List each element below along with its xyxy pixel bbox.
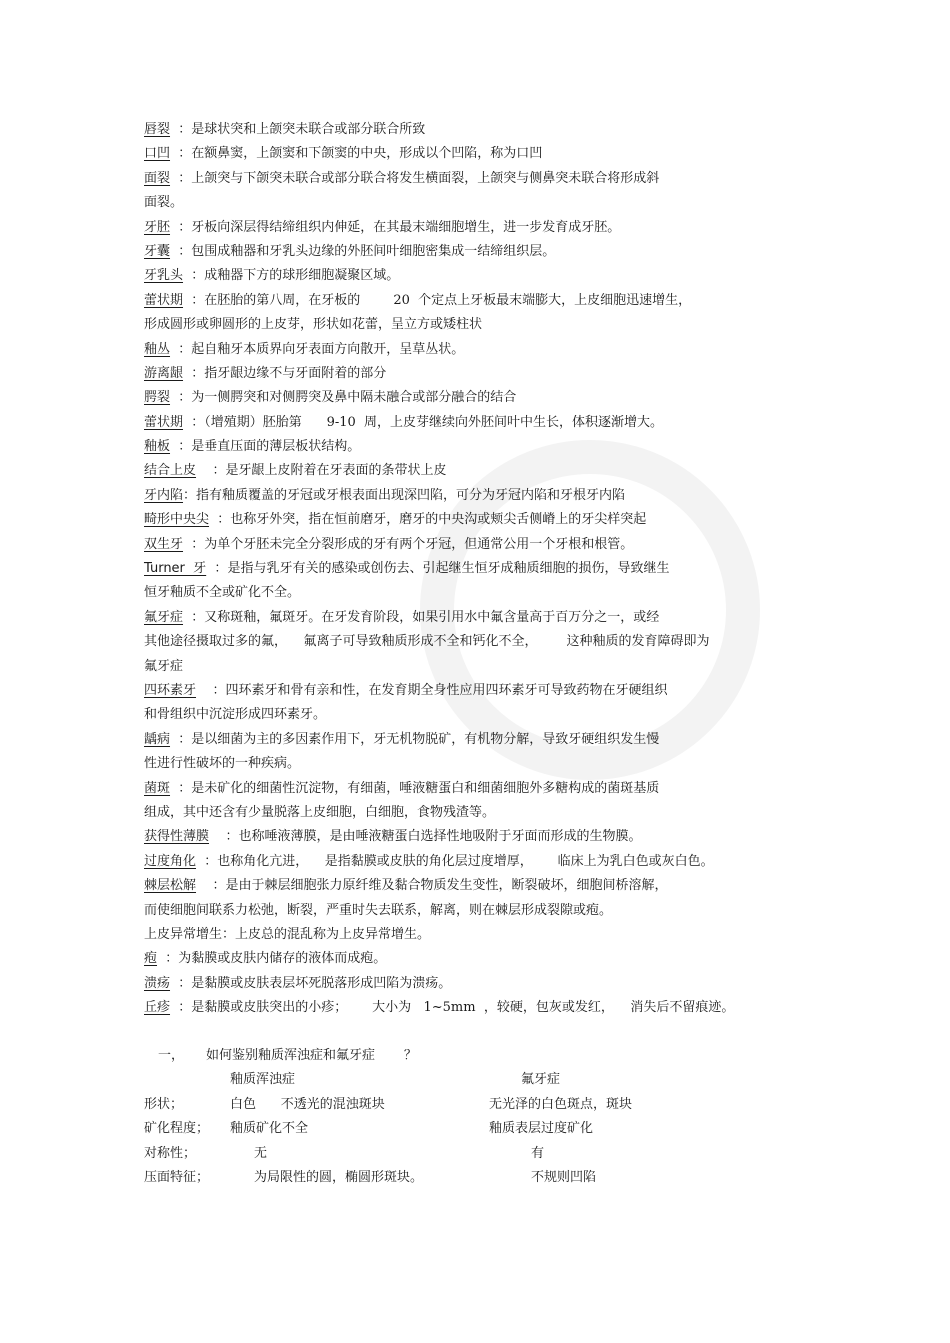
glossary-separator: ：	[170, 219, 192, 235]
glossary-definition: 也称唾液薄膜，是由唾液糖蛋白选择性地吸附于牙面而形成的生物膜。	[238, 829, 642, 845]
glossary-separator: ：	[170, 975, 192, 991]
glossary-term: 腭裂	[144, 390, 171, 406]
glossary-separator: ：	[183, 609, 205, 625]
row-label: 对称性；	[144, 1145, 197, 1161]
glossary-separator: ：	[170, 122, 192, 137]
glossary-list	[144, 118, 844, 1020]
glossary-term: 氟牙症	[144, 609, 184, 625]
cell-enamel-opacity: 釉质矿化不全	[230, 1121, 309, 1137]
glossary-entry	[144, 362, 844, 386]
glossary-entry	[144, 289, 844, 313]
glossary-continuation: 而使细胞间联系力松弛，断裂，严重时失去联系，解离，则在棘层形成裂隙或疱。	[144, 902, 613, 918]
glossary-continuation: 氟牙症	[144, 658, 184, 674]
cell-fluorosis: 不规则凹陷	[531, 1170, 597, 1186]
glossary-separator: ：	[183, 292, 205, 308]
glossary-entry	[144, 557, 844, 581]
glossary-entry	[144, 484, 844, 508]
glossary-entry	[144, 972, 844, 996]
comparison-header	[144, 1068, 844, 1092]
glossary-term: 上皮异常增生	[144, 926, 223, 942]
glossary-term: 获得性薄膜	[144, 829, 210, 845]
document-body	[144, 118, 844, 1190]
glossary-continuation: 组成，其中还含有少量脱落上皮细胞，白细胞，食物残渣等。	[144, 804, 496, 820]
glossary-definition: 为一侧腭突和对侧腭突及鼻中隔未融合或部分融合的结合	[191, 390, 517, 406]
glossary-separator: ：	[196, 853, 218, 869]
row-label: 压面特征；	[144, 1170, 210, 1186]
glossary-definition: 也称牙外突，指在恒前磨牙，磨牙的中央沟或颊尖舌侧嵴上的牙尖样突起	[230, 512, 647, 528]
glossary-separator: ：	[170, 439, 192, 455]
glossary-continuation: 性进行性破坏的一种疾病。	[144, 756, 301, 772]
glossary-definition: 成釉器下方的球形细胞凝聚区域。	[204, 268, 400, 284]
glossary-definition: 也称角化亢进， 是指黏膜或皮肤的角化层过度增厚， 临床上为乳白色或灰白色。	[217, 853, 714, 869]
glossary-entry	[144, 142, 844, 166]
glossary-definition: 在胚胎的第八周，在牙板的 20 个定点上牙板最末端膨大，上皮细胞迅速增生，	[204, 292, 692, 308]
glossary-term: 蕾状期	[144, 292, 184, 308]
glossary-separator: ：	[183, 487, 197, 503]
glossary-continuation: 其他途径摄取过多的氟， 氟离子可导致釉质形成不全和钙化不全， 这种釉质的发育障碍即为	[144, 634, 710, 650]
cell-fluorosis: 无光泽的白色斑点，斑块	[489, 1096, 633, 1112]
glossary-separator: ：	[209, 512, 231, 528]
glossary-separator: ：	[206, 561, 228, 577]
glossary-term: 四环素牙	[144, 682, 197, 698]
glossary-separator: ：	[170, 341, 192, 357]
glossary-separator: ：	[170, 243, 192, 259]
glossary-term: 牙胚	[144, 219, 171, 235]
glossary-separator: ：	[170, 780, 192, 796]
glossary-separator: ：	[222, 926, 236, 942]
glossary-entry	[144, 264, 844, 288]
glossary-separator: ：	[170, 390, 192, 406]
glossary-entry	[144, 728, 844, 752]
cell-fluorosis: 釉质表层过度矿化	[489, 1121, 594, 1137]
glossary-definition: 包围成釉器和牙乳头边缘的外胚间叶细胞密集成一结缔组织层。	[191, 243, 556, 259]
question-text: 如何鉴别釉质浑浊症和氟牙症 ？	[206, 1048, 417, 1064]
glossary-definition: 是黏膜或皮肤突出的小疹； 大小为 1~5mm ，较硬，包灰或发红， 消失后不留痕迹。	[191, 1000, 735, 1016]
glossary-term: 丘疹	[144, 1000, 171, 1016]
glossary-entry	[144, 216, 844, 240]
glossary-entry	[144, 947, 844, 971]
glossary-term: 过度角化	[144, 853, 197, 869]
glossary-entry	[144, 777, 844, 801]
row-label: 矿化程度；	[144, 1121, 210, 1137]
glossary-entry	[144, 923, 844, 947]
glossary-definition: 是未矿化的细菌性沉淀物，有细菌，唾液糖蛋白和细菌细胞外多糖构成的菌斑基质	[191, 780, 660, 796]
glossary-definition: 是指与乳牙有关的感染或创伤去、引起继生恒牙成釉质细胞的损伤，导致继生	[227, 561, 670, 577]
glossary-separator: ：	[170, 731, 192, 747]
glossary-definition: 指有釉质覆盖的牙冠或牙根表面出现深凹陷，可分为牙冠内陷和牙根牙内陷	[196, 487, 626, 503]
cell-enamel-opacity: 无	[254, 1145, 268, 1161]
glossary-separator: ：	[196, 463, 226, 479]
glossary-separator: ：	[170, 146, 192, 162]
glossary-continuation: 和骨组织中沉淀形成四环素牙。	[144, 707, 327, 723]
glossary-term: 溃疡	[144, 975, 171, 991]
glossary-definition: 是由于棘层细胞张力原纤维及黏合物质发生变性，断裂破坏，细胞间桥溶解，	[225, 878, 668, 894]
glossary-entry	[144, 167, 844, 191]
column-header-b: 氟牙症	[521, 1072, 561, 1088]
glossary-continuation: 恒牙釉质不全或矿化不全。	[144, 585, 301, 601]
glossary-separator: ：	[196, 878, 226, 894]
glossary-term: Turner 牙	[144, 561, 207, 577]
glossary-definition: 上颌突与下颌突未联合或部分联合将发生横面裂，上颌突与侧鼻突未联合将形成斜	[191, 170, 660, 186]
glossary-entry	[144, 118, 844, 142]
glossary-separator: ：	[183, 365, 205, 381]
glossary-entry	[144, 411, 844, 435]
glossary-entry	[144, 338, 844, 362]
glossary-separator: ：	[170, 170, 192, 186]
glossary-term: 双生牙	[144, 536, 184, 552]
glossary-continuation: 面裂。	[144, 195, 184, 211]
glossary-separator: ：	[196, 682, 226, 698]
glossary-term: 菌斑	[144, 780, 171, 796]
glossary-term: 牙乳头	[144, 268, 184, 284]
column-header-a: 釉质浑浊症	[230, 1072, 296, 1088]
glossary-definition: 为单个牙胚未完全分裂形成的牙有两个牙冠，但通常公用一个牙根和根管。	[204, 536, 634, 552]
cell-enamel-opacity: 白色 不透光的混浊斑块	[230, 1096, 385, 1112]
glossary-separator: ：	[183, 414, 205, 430]
glossary-term: 面裂	[144, 170, 171, 186]
question-heading	[144, 1044, 844, 1068]
glossary-entry	[144, 679, 844, 703]
glossary-separator: ：	[170, 1000, 192, 1016]
glossary-definition: 四环素牙和骨有亲和性，在发育期全身性应用四环素牙可导致药物在牙硬组织	[225, 682, 668, 698]
glossary-entry	[144, 850, 844, 874]
cell-fluorosis: 有	[531, 1145, 545, 1161]
glossary-definition: 为黏膜或皮肤内储存的液体而成疱。	[178, 951, 387, 967]
glossary-separator: ：	[183, 268, 205, 284]
comparison-row	[144, 1093, 844, 1117]
glossary-definition: 又称斑釉，氟斑牙。在牙发育阶段，如果引用水中氟含量高于百万分之一，或经	[204, 609, 660, 625]
glossary-definition: 牙板向深层得结缔组织内伸延，在其最末端细胞增生，进一步发育成牙胚。	[191, 219, 621, 235]
glossary-entry	[144, 825, 844, 849]
glossary-entry	[144, 435, 844, 459]
glossary-definition: （增殖期）胚胎第 9-10 周，上皮芽继续向外胚间叶中生长，体积逐渐增大。	[204, 414, 664, 430]
glossary-term: 牙囊	[144, 243, 171, 259]
glossary-entry	[144, 996, 844, 1020]
glossary-definition: 上皮总的混乱称为上皮异常增生。	[235, 926, 431, 942]
glossary-entry	[144, 240, 844, 264]
glossary-entry	[144, 533, 844, 557]
row-label: 形状；	[144, 1096, 184, 1112]
glossary-definition: 起自釉牙本质界向牙表面方向散开，呈草丛状。	[191, 341, 465, 357]
glossary-entry	[144, 606, 844, 630]
comparison-row	[144, 1117, 844, 1141]
glossary-definition: 是以细菌为主的多因素作用下，牙无机物脱矿，有机物分解，导致牙硬组织发生慢	[191, 731, 660, 747]
glossary-entry	[144, 508, 844, 532]
cell-enamel-opacity: 为局限性的圆，椭圆形斑块。	[254, 1170, 424, 1186]
comparison-row	[144, 1142, 844, 1166]
glossary-continuation: 形成圆形或卵圆形的上皮芽，形状如花蕾，呈立方或矮柱状	[144, 317, 483, 333]
glossary-term: 结合上皮	[144, 463, 197, 479]
glossary-separator: ：	[209, 829, 239, 845]
comparison-row	[144, 1166, 844, 1190]
glossary-term: 龋病	[144, 731, 171, 747]
glossary-term: 釉板	[144, 439, 171, 455]
glossary-definition: 是球状突和上颌突未联合或部分联合所致	[191, 122, 426, 137]
question-number: 一，	[158, 1048, 185, 1064]
glossary-definition: 在额鼻窦，上颌窦和下颌窦的中央，形成以个凹陷，称为口凹	[191, 146, 543, 162]
glossary-term: 蕾状期	[144, 414, 184, 430]
glossary-term: 口凹	[144, 146, 171, 162]
glossary-entry	[144, 459, 844, 483]
glossary-entry	[144, 874, 844, 898]
glossary-term: 疱	[144, 951, 158, 967]
glossary-separator: ：	[183, 536, 205, 552]
glossary-definition: 是垂直压面的薄层板状结构。	[191, 439, 361, 455]
glossary-term: 游离龈	[144, 365, 184, 381]
glossary-term: 牙内陷	[144, 487, 184, 503]
glossary-definition: 是黏膜或皮肤表层坏死脱落形成凹陷为溃疡。	[191, 975, 452, 991]
glossary-term: 唇裂	[144, 122, 171, 137]
glossary-term: 釉丛	[144, 341, 171, 357]
comparison-table	[144, 1093, 844, 1191]
glossary-term: 畸形中央尖	[144, 512, 210, 528]
glossary-definition: 指牙龈边缘不与牙面附着的部分	[204, 365, 387, 381]
glossary-separator: ：	[157, 951, 179, 967]
glossary-definition: 是牙龈上皮附着在牙表面的条带状上皮	[225, 463, 447, 479]
glossary-entry	[144, 386, 844, 410]
glossary-term: 棘层松解	[144, 878, 197, 894]
